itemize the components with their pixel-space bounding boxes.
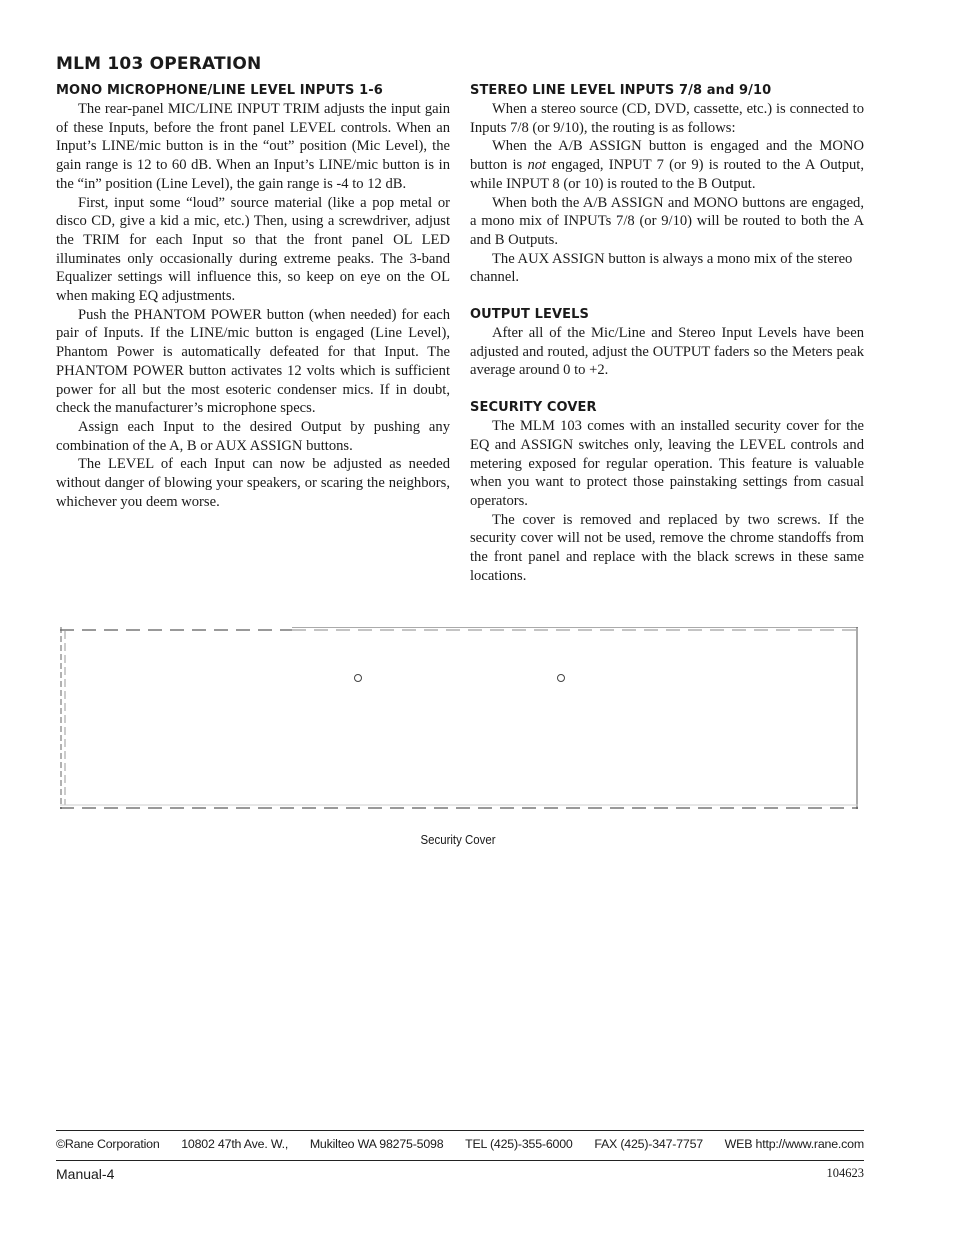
security-cover-heading: SECURITY COVER xyxy=(470,400,597,416)
stereo-paragraph-3: When both the A/B ASSIGN and MONO buttons are engaged, a mono mix of INPUTs 7/8 (or 9/10) will be routed to both the A and B Outputs. xyxy=(470,194,864,248)
mono-paragraph-3: Push the PHANTOM POWER button (when needed) for each pair of Inputs. If the LINE/mic button is engaged (Line Level), Phantom Power is automatically defeated for that Input. The PHANTOM POWER button activates 12 volts which is sufficient power for all but the most esoteric condenser mics. If in doubt, check the manufacturer’s microphone specs. xyxy=(56,306,450,417)
figure-caption: Security Cover xyxy=(420,832,496,847)
footer-city: Mukilteo WA 98275-5098 xyxy=(309,1137,444,1151)
stereo-paragraph-2-emphasis: not xyxy=(527,157,547,174)
footer-top-rule xyxy=(56,1130,864,1131)
mono-paragraph-1: The rear-panel MIC/LINE INPUT TRIM adjusts the input gain of these Inputs, before the front panel LEVEL controls. When an Input’s LINE/mic button is in the “out” position (Mic Level), the gain range is 12 to 60 dB. When an Input’s LINE/mic button is in the “in” position (Line Level), the gain range is -4 to 12 dB. xyxy=(56,101,450,192)
stereo-paragraph-2-end: engaged, INPUT 7 (or 9) is routed to the A Output, while INPUT 8 (or 10) is routed to the B Output. xyxy=(470,157,865,192)
footer-company: ©Rane Corporation xyxy=(56,1137,160,1151)
footer-address: 10802 47th Ave. W., xyxy=(181,1137,289,1151)
stereo-inputs-heading: STEREO LINE LEVEL INPUTS 7/8 and 9/10 xyxy=(470,83,772,98)
footer-bottom-rule xyxy=(56,1160,864,1161)
security-paragraph-1: The MLM 103 comes with an installed security cover for the EQ and ASSIGN switches only, leaving the LEVEL controls and metering exposed for regular operation. This feature is valuable when you want to protect those painstaking settings from casual operators. xyxy=(470,418,864,509)
screw-hole-left xyxy=(355,675,362,682)
footer-fax: FAX (425)-347-7757 xyxy=(594,1137,703,1151)
manual-page-number: Manual-4 xyxy=(56,1166,115,1182)
stereo-paragraph-1: When a stereo source (CD, DVD, cassette, etc.) is connected to Inputs 7/8 (or 9/10), the routing is as follows: xyxy=(470,101,864,136)
mono-inputs-heading: MONO MICROPHONE/LINE LEVEL INPUTS 1-6 xyxy=(56,83,383,98)
stereo-paragraph-2 xyxy=(470,137,864,193)
stereo-paragraph-4: The AUX ASSIGN button is always a mono mix of the stereo channel. xyxy=(470,250,853,286)
page-title: MLM 103 OPERATION xyxy=(56,54,262,74)
footer-web: WEB http://www.rane.com xyxy=(724,1137,864,1151)
security-cover-figure xyxy=(60,627,860,811)
mono-paragraph-5: The LEVEL of each Input can now be adjusted as needed without danger of blowing your speakers, or scaring the neighbors, whichever you deem worse. xyxy=(56,456,450,510)
security-paragraph-2: The cover is removed and replaced by two screws. If the security cover will not be used, remove the chrome standoffs from the front panel and replace with the black screws in these same locations. xyxy=(470,511,864,584)
mono-paragraph-4: Assign each Input to the desired Output by pushing any combination of the A, B or AUX ASSIGN buttons. xyxy=(56,418,450,454)
left-column xyxy=(56,82,450,511)
right-column xyxy=(470,82,864,585)
security-cover-drawing xyxy=(60,627,860,811)
mono-paragraph-2: First, input some “loud” source material (like a pop metal or disco CD, give a kid a mic, etc.) Then, using a screwdriver, adjust the TRIM for each Input so that the front panel OL LED illuminates only occasionally during extreme peaks. The 3-band Equalizer settings will influence this, so keep on eye on the OL when making EQ adjustments. xyxy=(56,194,450,305)
document-number: 104623 xyxy=(826,1166,864,1180)
cover-outline xyxy=(60,627,858,809)
screw-hole-right xyxy=(558,675,565,682)
stereo-paragraph-2-start: When the A/B ASSIGN button is engaged and the MONO button is xyxy=(470,138,864,174)
footer-contact-line xyxy=(56,1137,864,1151)
footer-phone: TEL (425)-355-6000 xyxy=(465,1137,573,1151)
output-paragraph-1: After all of the Mic/Line and Stereo Input Levels have been adjusted and routed, adjust the OUTPUT faders so the Meters peak average around 0 to +2. xyxy=(470,325,864,379)
output-levels-heading: OUTPUT LEVELS xyxy=(470,307,590,323)
